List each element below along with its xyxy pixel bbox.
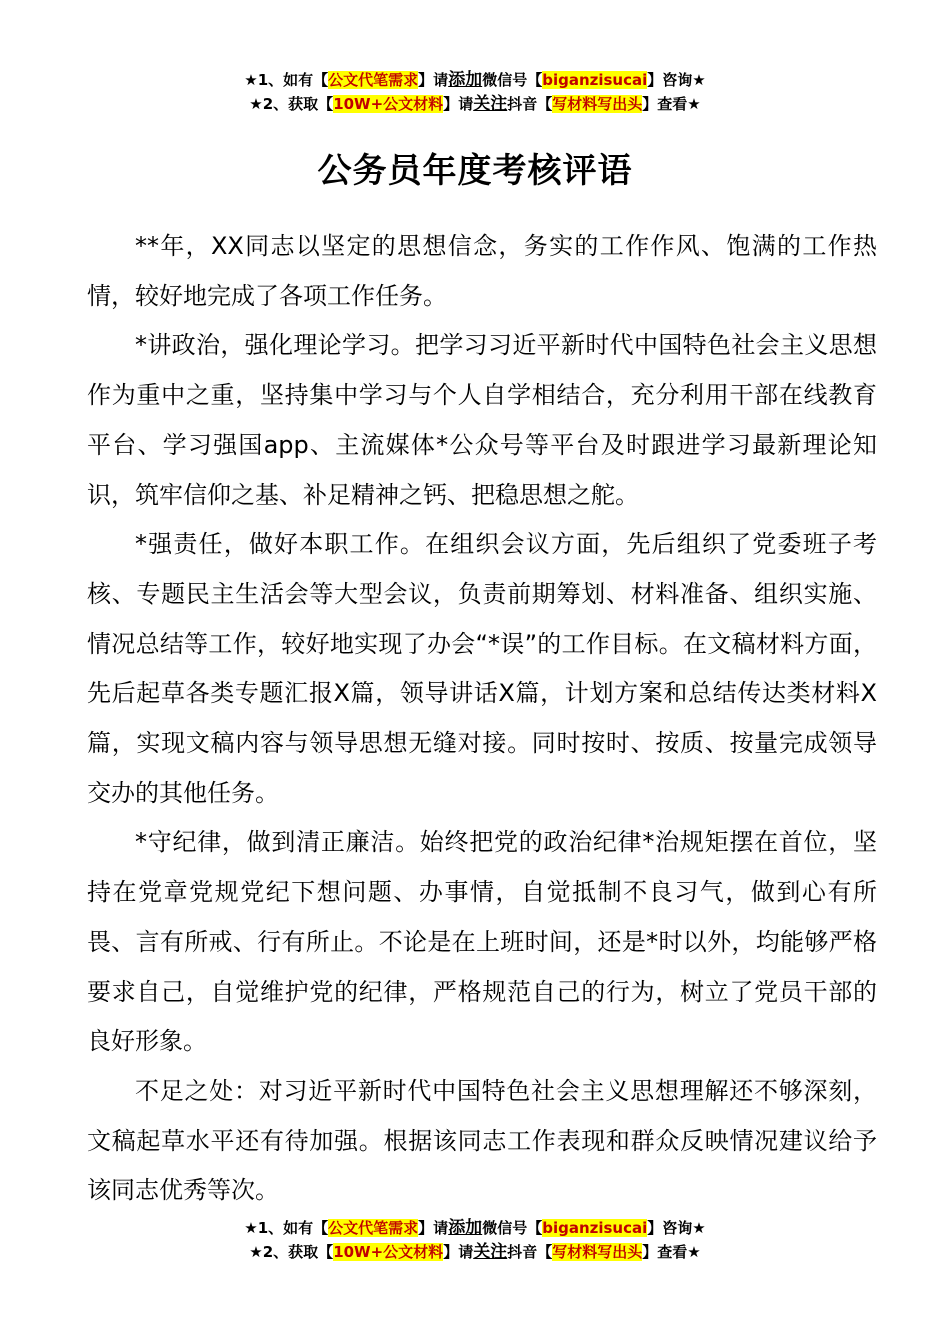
highlight-service: 公文代笔需求 (328, 71, 419, 89)
paragraph-discipline: *守纪律，做到清正廉洁。始终把党的政治纪律*治规矩摆在首位，坚持在党章党规党纪下想问题、办事情，自觉抵制不良习气，做到心有所畏、言有所戒、行有所止。不论是在上班时间，还是*时以外，均能够严格要求自己，自觉维护党的纪律，严格规范自己的行为，树立了党员干部的良好形象。 (87, 828, 877, 1056)
banner-text: 】查看★ (642, 95, 701, 113)
paragraph-politics: *讲政治，强化理论学习。把学习习近平新时代中国特色社会主义思想作为重中之重，坚持集中学习与个人自学相结合，充分利用干部在线教育平台、学习强国app、主流媒体*公众号等平台及时跟进学习最新理论知识，筑牢信仰之基、补足精神之钙、把稳思想之舵。 (87, 331, 877, 509)
banner-text: 】请 (418, 71, 449, 89)
banner-emphasis: 关注 (473, 1242, 508, 1262)
highlight-service: 公文代笔需求 (328, 1219, 419, 1237)
banner-emphasis: 添加 (448, 1218, 483, 1238)
banner-text: 微信号【 (482, 71, 543, 89)
banner-text: 】请 (418, 1219, 449, 1237)
banner-line-1 (0, 1216, 950, 1240)
banner-line-2 (0, 92, 950, 116)
document-title: 公务员年度考核评语 (317, 151, 633, 191)
banner-text: 】查看★ (642, 1243, 701, 1261)
banner-text: 】请 (443, 95, 474, 113)
highlight-materials: 10W+公文材料 (333, 1243, 444, 1261)
paragraph-responsibility: *强责任，做好本职工作。在组织会议方面，先后组织了党委班子考核、专题民主生活会等大型会议，负责前期筹划、材料准备、组织实施、情况总结等工作，较好地实现了办会“*误”的工作目标。在文稿材料方面，先后起草各类专题汇报X篇，领导讲话X篇，计划方案和总结传达类材料X篇，实现文稿内容与领导思想无缝对接。同时按时、按质、按量完成领导交办的其他任务。 (87, 530, 877, 807)
banner-text: ★2、获取【 (249, 1243, 334, 1261)
header-banner (0, 68, 950, 116)
banner-line-1 (0, 68, 950, 92)
highlight-wechat-id: biganzisucai (542, 1219, 648, 1237)
banner-line-2 (0, 1240, 950, 1264)
document-body (87, 222, 877, 1216)
banner-text: ★1、如有【 (244, 1219, 329, 1237)
paragraph-intro: **年，XX同志以坚定的思想信念，务实的工作作风、饱满的工作热情，较好地完成了各项工作任务。 (87, 232, 877, 310)
banner-text: ★2、获取【 (249, 95, 334, 113)
banner-text: 】咨询★ (647, 1219, 706, 1237)
paragraph-shortcomings: 不足之处：对习近平新时代中国特色社会主义思想理解还不够深刻，文稿起草水平还有待加强。根据该同志工作表现和群众反映情况建议给予该同志优秀等次。 (87, 1076, 877, 1205)
banner-emphasis: 关注 (473, 94, 508, 114)
banner-text: 抖音【 (507, 95, 553, 113)
banner-text: 】请 (443, 1243, 474, 1261)
highlight-douyin-account: 写材料写出头 (552, 95, 643, 113)
banner-emphasis: 添加 (448, 70, 483, 90)
banner-text: 微信号【 (482, 1219, 543, 1237)
banner-text: 】咨询★ (647, 71, 706, 89)
banner-text: ★1、如有【 (244, 71, 329, 89)
highlight-wechat-id: biganzisucai (542, 71, 648, 89)
highlight-douyin-account: 写材料写出头 (552, 1243, 643, 1261)
highlight-materials: 10W+公文材料 (333, 95, 444, 113)
banner-text: 抖音【 (507, 1243, 553, 1261)
footer-banner (0, 1216, 950, 1264)
